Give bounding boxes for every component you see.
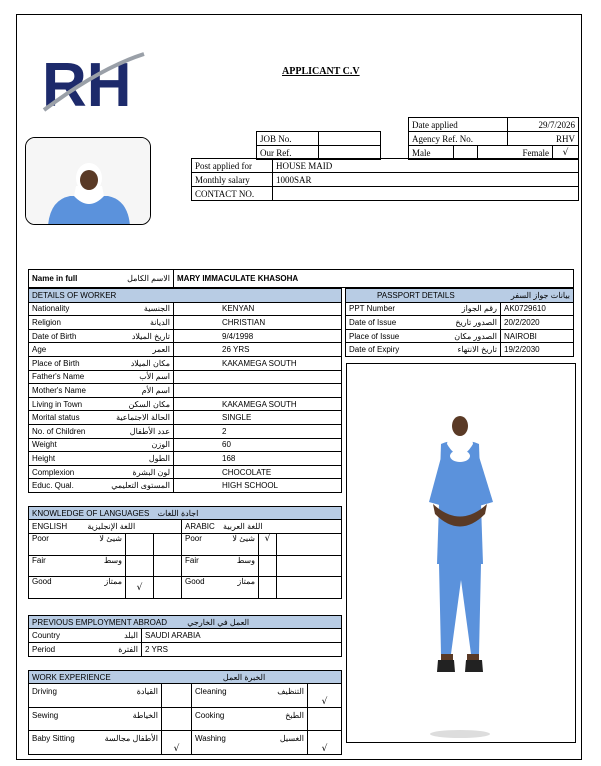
period-value: 2 YRS <box>142 643 342 657</box>
application-info-table <box>408 117 579 160</box>
details-label-en: Morital status <box>32 413 80 423</box>
details-label-cell <box>29 397 174 411</box>
details-table <box>28 288 342 493</box>
language-row <box>29 577 342 599</box>
english-level-en: Good <box>32 577 52 587</box>
passport-header-ar: بيانات جواز السفر <box>510 290 570 300</box>
experience-right-cell <box>192 684 308 708</box>
passport-label-ar: رقم الجواز <box>461 304 497 314</box>
english-level-cell <box>29 577 126 599</box>
passport-row <box>346 343 574 357</box>
passport-label-cell <box>346 302 501 316</box>
details-label-cell <box>29 343 174 357</box>
details-label-ar: العمر <box>152 345 170 355</box>
employment-header <box>29 616 342 629</box>
experience-right-check[interactable]: √ <box>308 684 342 708</box>
details-row <box>29 438 342 452</box>
details-label-cell <box>29 316 174 330</box>
period-label-en: Period <box>32 645 56 654</box>
experience-right-ar: الغسيل <box>279 734 304 744</box>
passport-row <box>346 302 574 316</box>
post-label: Post applied for <box>192 159 273 173</box>
date-applied-label: Date applied <box>409 118 508 132</box>
details-label-ar: المستوى التعليمي <box>111 481 170 491</box>
passport-label-en: Date of Expiry <box>349 345 400 355</box>
details-row <box>29 316 342 330</box>
salary-value: 1000SAR <box>273 173 579 187</box>
arabic-level-cell <box>182 555 259 577</box>
details-label-cell <box>29 465 174 479</box>
details-row <box>29 329 342 343</box>
details-label-ar: تاريخ الميلاد <box>131 331 170 341</box>
details-value: HIGH SCHOOL <box>174 479 342 493</box>
arabic-level-ar: وسط <box>236 555 255 565</box>
experience-row <box>29 731 342 755</box>
country-label-cell <box>29 629 142 643</box>
details-value: CHOCOLATE <box>174 465 342 479</box>
passport-row <box>346 316 574 330</box>
post-value: HOUSE MAID <box>273 159 579 173</box>
male-label: Male <box>409 146 454 160</box>
country-value: SAUDI ARABIA <box>142 629 342 643</box>
details-label-cell <box>29 356 174 370</box>
employment-table <box>28 615 342 657</box>
details-label-en: Nationality <box>32 304 70 314</box>
english-spacer <box>154 555 182 577</box>
experience-left-en: Driving <box>32 687 57 696</box>
details-label-cell <box>29 384 174 398</box>
passport-header-en: PASSPORT DETAILS <box>377 290 455 300</box>
arabic-level-check[interactable] <box>259 555 277 577</box>
passport-header <box>346 289 574 303</box>
name-table <box>28 269 574 288</box>
experience-left-en: Sewing <box>32 710 59 720</box>
name-label-en: Name in full <box>32 274 78 283</box>
passport-label-ar: الصدور تاريخ <box>455 317 497 327</box>
experience-left-cell <box>29 707 162 731</box>
country-label-ar: البلد <box>124 631 138 640</box>
passport-label-ar: تاريخ الانتهاء <box>457 345 497 355</box>
agency-ref-value: RHV <box>508 132 579 146</box>
details-label-cell <box>29 424 174 438</box>
experience-right-cell <box>192 731 308 755</box>
arabic-level-cell <box>182 577 259 599</box>
experience-header <box>29 671 342 684</box>
details-value <box>174 370 342 384</box>
details-label-en: Religion <box>32 317 61 327</box>
passport-label-ar: الصدور مكان <box>454 331 497 341</box>
passport-label-en: PPT Number <box>349 304 396 314</box>
experience-header-ar: الخبرة العمل <box>222 672 266 682</box>
details-row <box>29 384 342 398</box>
details-row <box>29 343 342 357</box>
english-level-ar: ممتاز <box>104 577 122 587</box>
agency-ref-label: Agency Ref. No. <box>409 132 508 146</box>
details-row <box>29 452 342 466</box>
experience-right-en: Cleaning <box>195 687 227 696</box>
language-row <box>29 555 342 577</box>
details-label-en: Weight <box>32 440 57 450</box>
details-value <box>174 384 342 398</box>
english-level-en: Poor <box>32 534 49 543</box>
details-label-ar: لون البشرة <box>132 467 170 477</box>
english-level-cell <box>29 534 126 556</box>
details-label-ar: الحالة الاجتماعية <box>116 413 170 423</box>
passport-label-cell <box>346 316 501 330</box>
arabic-header <box>182 520 342 534</box>
job-no-value[interactable] <box>319 132 381 146</box>
details-value: 2 <box>174 424 342 438</box>
details-label-en: Place of Birth <box>32 358 80 368</box>
details-row <box>29 411 342 425</box>
languages-header <box>29 507 342 520</box>
experience-row <box>29 707 342 731</box>
details-label-ar: الديانة <box>149 317 170 327</box>
details-value: 9/4/1998 <box>174 329 342 343</box>
details-label-cell <box>29 302 174 316</box>
experience-right-en: Washing <box>195 734 226 744</box>
passport-label-en: Place of Issue <box>349 331 400 341</box>
salary-label: Monthly salary <box>192 173 273 187</box>
logo-text: RH <box>42 51 132 114</box>
passport-label-cell <box>346 329 501 343</box>
experience-right-ar: التنظيف <box>277 687 304 696</box>
experience-left-ar: الأطفال مجالسة <box>104 734 158 744</box>
details-label-cell <box>29 411 174 425</box>
english-en: ENGLISH <box>32 522 68 531</box>
details-label-en: Height <box>32 453 56 463</box>
details-value: KAKAMEGA SOUTH <box>174 397 342 411</box>
details-label-en: Mother's Name <box>32 385 86 395</box>
details-label-en: Educ. Qual. <box>32 481 74 491</box>
arabic-level-check[interactable] <box>259 577 277 599</box>
details-label-en: Complexion <box>32 467 75 477</box>
english-level-en: Fair <box>32 555 46 565</box>
arabic-spacer <box>277 555 342 577</box>
english-ar: اللغة الإنجليزية <box>87 522 136 531</box>
details-value: SINGLE <box>174 411 342 425</box>
experience-right-check[interactable]: √ <box>308 731 342 755</box>
experience-table <box>28 670 342 755</box>
experience-left-check[interactable] <box>162 707 192 731</box>
languages-table <box>28 506 342 599</box>
details-label-en: Date of Birth <box>32 331 77 341</box>
arabic-spacer <box>277 534 342 556</box>
passport-label-en: Date of Issue <box>349 317 397 327</box>
name-label-ar: الاسم الكامل <box>127 274 170 283</box>
details-label-en: Father's Name <box>32 372 85 382</box>
arabic-spacer <box>277 577 342 599</box>
experience-left-ar: الخياطة <box>132 710 158 720</box>
english-level-cell <box>29 555 126 577</box>
details-row <box>29 465 342 479</box>
details-label-ar: عدد الأطفال <box>129 426 170 436</box>
contact-value[interactable] <box>273 187 579 201</box>
details-label-cell <box>29 329 174 343</box>
experience-left-check[interactable]: √ <box>162 731 192 755</box>
female-check[interactable]: √ <box>553 146 579 160</box>
experience-left-en: Baby Sitting <box>32 734 75 744</box>
details-value: 168 <box>174 452 342 466</box>
job-table <box>256 131 381 160</box>
experience-left-cell <box>29 684 162 708</box>
arabic-level-cell <box>182 534 259 556</box>
passport-value: 19/2/2030 <box>501 343 574 357</box>
arabic-level-en: Good <box>185 577 205 587</box>
arabic-level-check[interactable]: √ <box>259 534 277 556</box>
page-title: APPLICANT C.V <box>282 66 360 77</box>
details-row <box>29 370 342 384</box>
details-row <box>29 479 342 493</box>
arabic-level-ar: ممتاز <box>237 577 255 587</box>
details-row <box>29 302 342 316</box>
passport-value: 20/2/2020 <box>501 316 574 330</box>
company-logo <box>40 48 150 114</box>
details-label-cell <box>29 479 174 493</box>
english-spacer <box>154 577 182 599</box>
details-label-ar: الطول <box>148 453 170 463</box>
experience-right-check[interactable] <box>308 707 342 731</box>
period-label-cell <box>29 643 142 657</box>
details-row <box>29 397 342 411</box>
english-level-ar: شيئ لا <box>99 534 122 543</box>
period-label-ar: الفترة <box>118 645 138 654</box>
date-applied-value: 29/7/2026 <box>508 118 579 132</box>
arabic-level-en: Fair <box>185 555 199 565</box>
details-label-ar: مكان الميلاد <box>130 358 170 368</box>
country-label-en: Country <box>32 631 61 640</box>
experience-left-check[interactable] <box>162 684 192 708</box>
english-level-check[interactable] <box>126 555 154 577</box>
experience-right-ar: الطبخ <box>285 710 304 720</box>
experience-right-en: Cooking <box>195 710 225 720</box>
details-label-cell <box>29 452 174 466</box>
english-level-check[interactable] <box>126 534 154 556</box>
details-label-en: Living in Town <box>32 399 83 409</box>
passport-table <box>345 288 574 357</box>
details-value: KAKAMEGA SOUTH <box>174 356 342 370</box>
experience-row <box>29 684 342 708</box>
languages-header-en: KNOWLEDGE OF LANGUAGES <box>32 508 150 518</box>
arabic-level-ar: شيئ لا <box>232 534 255 543</box>
details-label-cell <box>29 438 174 452</box>
details-value: CHRISTIAN <box>174 316 342 330</box>
languages-header-ar: اجادة اللغات <box>157 508 199 518</box>
details-row <box>29 424 342 438</box>
name-value: MARY IMMACULATE KHASOHA <box>174 270 574 288</box>
employment-header-en: PREVIOUS EMPLOYMENT ABROAD <box>32 617 167 627</box>
female-label: Female <box>508 146 553 160</box>
contact-label: CONTACT NO. <box>192 187 273 201</box>
experience-left-ar: القيادة <box>136 687 158 696</box>
language-row <box>29 534 342 556</box>
english-level-ar: وسط <box>103 555 122 565</box>
arabic-level-en: Poor <box>185 534 202 543</box>
job-no-label: JOB No. <box>257 132 319 146</box>
english-spacer <box>154 534 182 556</box>
arabic-en: ARABIC <box>185 522 215 531</box>
experience-header-en: WORK EXPERIENCE <box>32 672 111 682</box>
applicant-photo-full <box>346 363 576 743</box>
passport-label-cell <box>346 343 501 357</box>
details-value: 60 <box>174 438 342 452</box>
employment-header-ar: العمل في الخارجي <box>187 617 250 627</box>
details-label-en: No. of Children <box>32 426 86 436</box>
our-ref-label: Our Ref. <box>257 146 319 160</box>
arabic-ar: اللغة العربية <box>223 522 263 531</box>
passport-value: NAIROBI <box>501 329 574 343</box>
english-level-check[interactable]: √ <box>126 577 154 599</box>
details-label-ar: اسم الأم <box>141 385 170 395</box>
details-label-cell <box>29 370 174 384</box>
details-label-en: Age <box>32 345 47 355</box>
passport-value: AK0729610 <box>501 302 574 316</box>
applicant-photo-small <box>25 137 151 225</box>
english-header <box>29 520 182 534</box>
details-value: KENYAN <box>174 302 342 316</box>
details-label-ar: الوزن <box>151 440 170 450</box>
passport-row <box>346 329 574 343</box>
experience-left-cell <box>29 731 162 755</box>
details-value: 26 YRS <box>174 343 342 357</box>
details-label-ar: اسم الأب <box>139 372 170 382</box>
name-label-cell <box>29 270 174 288</box>
experience-right-cell <box>192 707 308 731</box>
details-label-ar: الجنسية <box>143 304 170 314</box>
details-label-ar: مكان السكن <box>128 399 170 409</box>
details-header: DETAILS OF WORKER <box>29 289 342 303</box>
details-row <box>29 356 342 370</box>
post-table <box>191 158 579 201</box>
